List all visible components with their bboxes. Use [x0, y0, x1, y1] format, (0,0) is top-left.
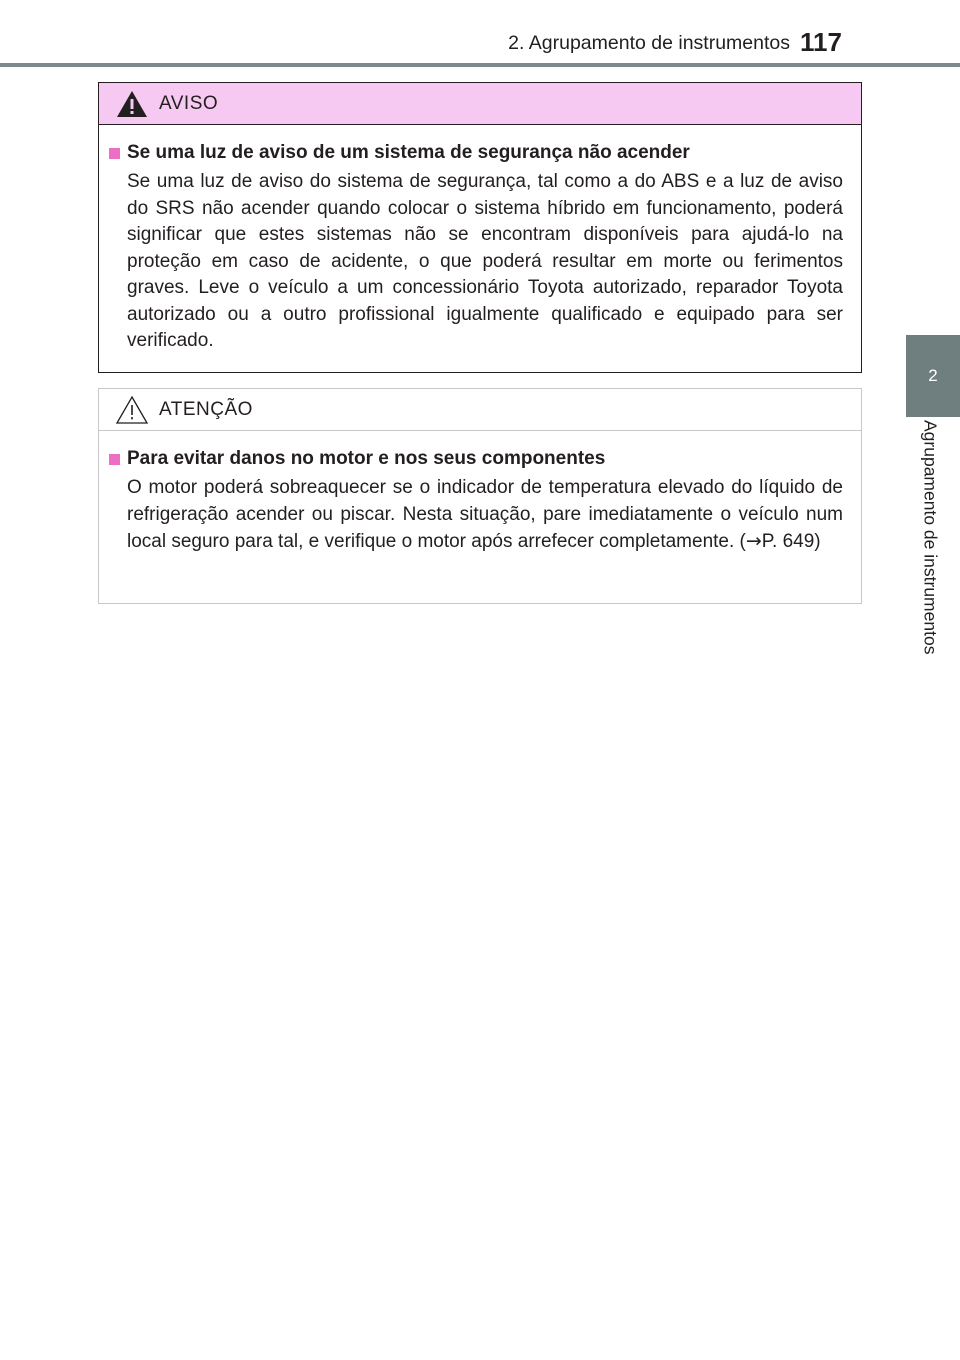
caution-box-header: [99, 389, 861, 431]
warning-body-text: Se uma luz de aviso do sistema de segurança, tal como a do ABS e a luz de aviso do SRS não acender quando colocar o sistema híbrido em funcionamento, poderá significar que estes sistemas não se encontram disponíveis para ajudá-lo na proteção em caso de acidente, o que poderá resultar em morte ou ferimentos graves. Leve o veículo a um concessionário Toyota autorizado, reparador Toyota autorizado ou a outro profissional igualmente qualificado e equipado para ser verificado.: [127, 171, 843, 351]
caution-heading-text: Para evitar danos no motor e nos seus componentes: [127, 448, 606, 469]
reference-arrow-icon: →: [745, 530, 762, 552]
chapter-side-label: [908, 420, 952, 710]
warning-box-title: AVISO: [159, 92, 219, 114]
caution-triangle-icon: [115, 395, 149, 425]
warning-box: [98, 82, 862, 373]
caution-body: [127, 475, 843, 556]
caution-section: [99, 431, 861, 556]
page-reference-link[interactable]: P. 649): [761, 531, 821, 552]
page-number: 117: [800, 27, 842, 57]
running-header-title: 2. Agrupamento de instrumentos: [508, 32, 790, 54]
square-bullet-icon: [109, 148, 120, 159]
chapter-label-text: Agrupamento de instrumentos: [920, 420, 941, 655]
caution-body-text: O motor poderá sobreaquecer se o indicador de temperatura elevado do líquido de refrigeração acender ou piscar. Nesta situação, pare imediatamente o veículo num local seguro para tal, e verifique o motor após arrefecer completamente. (: [127, 477, 843, 552]
warning-section-heading: [109, 141, 843, 165]
caution-box-title: ATENÇÃO: [159, 398, 253, 420]
warning-heading-text: Se uma luz de aviso de um sistema de segurança não acender: [127, 142, 690, 163]
chapter-tab: [906, 335, 960, 417]
caution-box: [98, 388, 862, 604]
square-bullet-icon: [109, 454, 120, 465]
warning-box-header: [99, 83, 861, 125]
warning-section: [99, 125, 861, 355]
chapter-number: 2: [928, 366, 938, 385]
header-divider: [0, 63, 960, 67]
warning-triangle-icon: [115, 89, 149, 119]
caution-section-heading: [109, 447, 843, 471]
